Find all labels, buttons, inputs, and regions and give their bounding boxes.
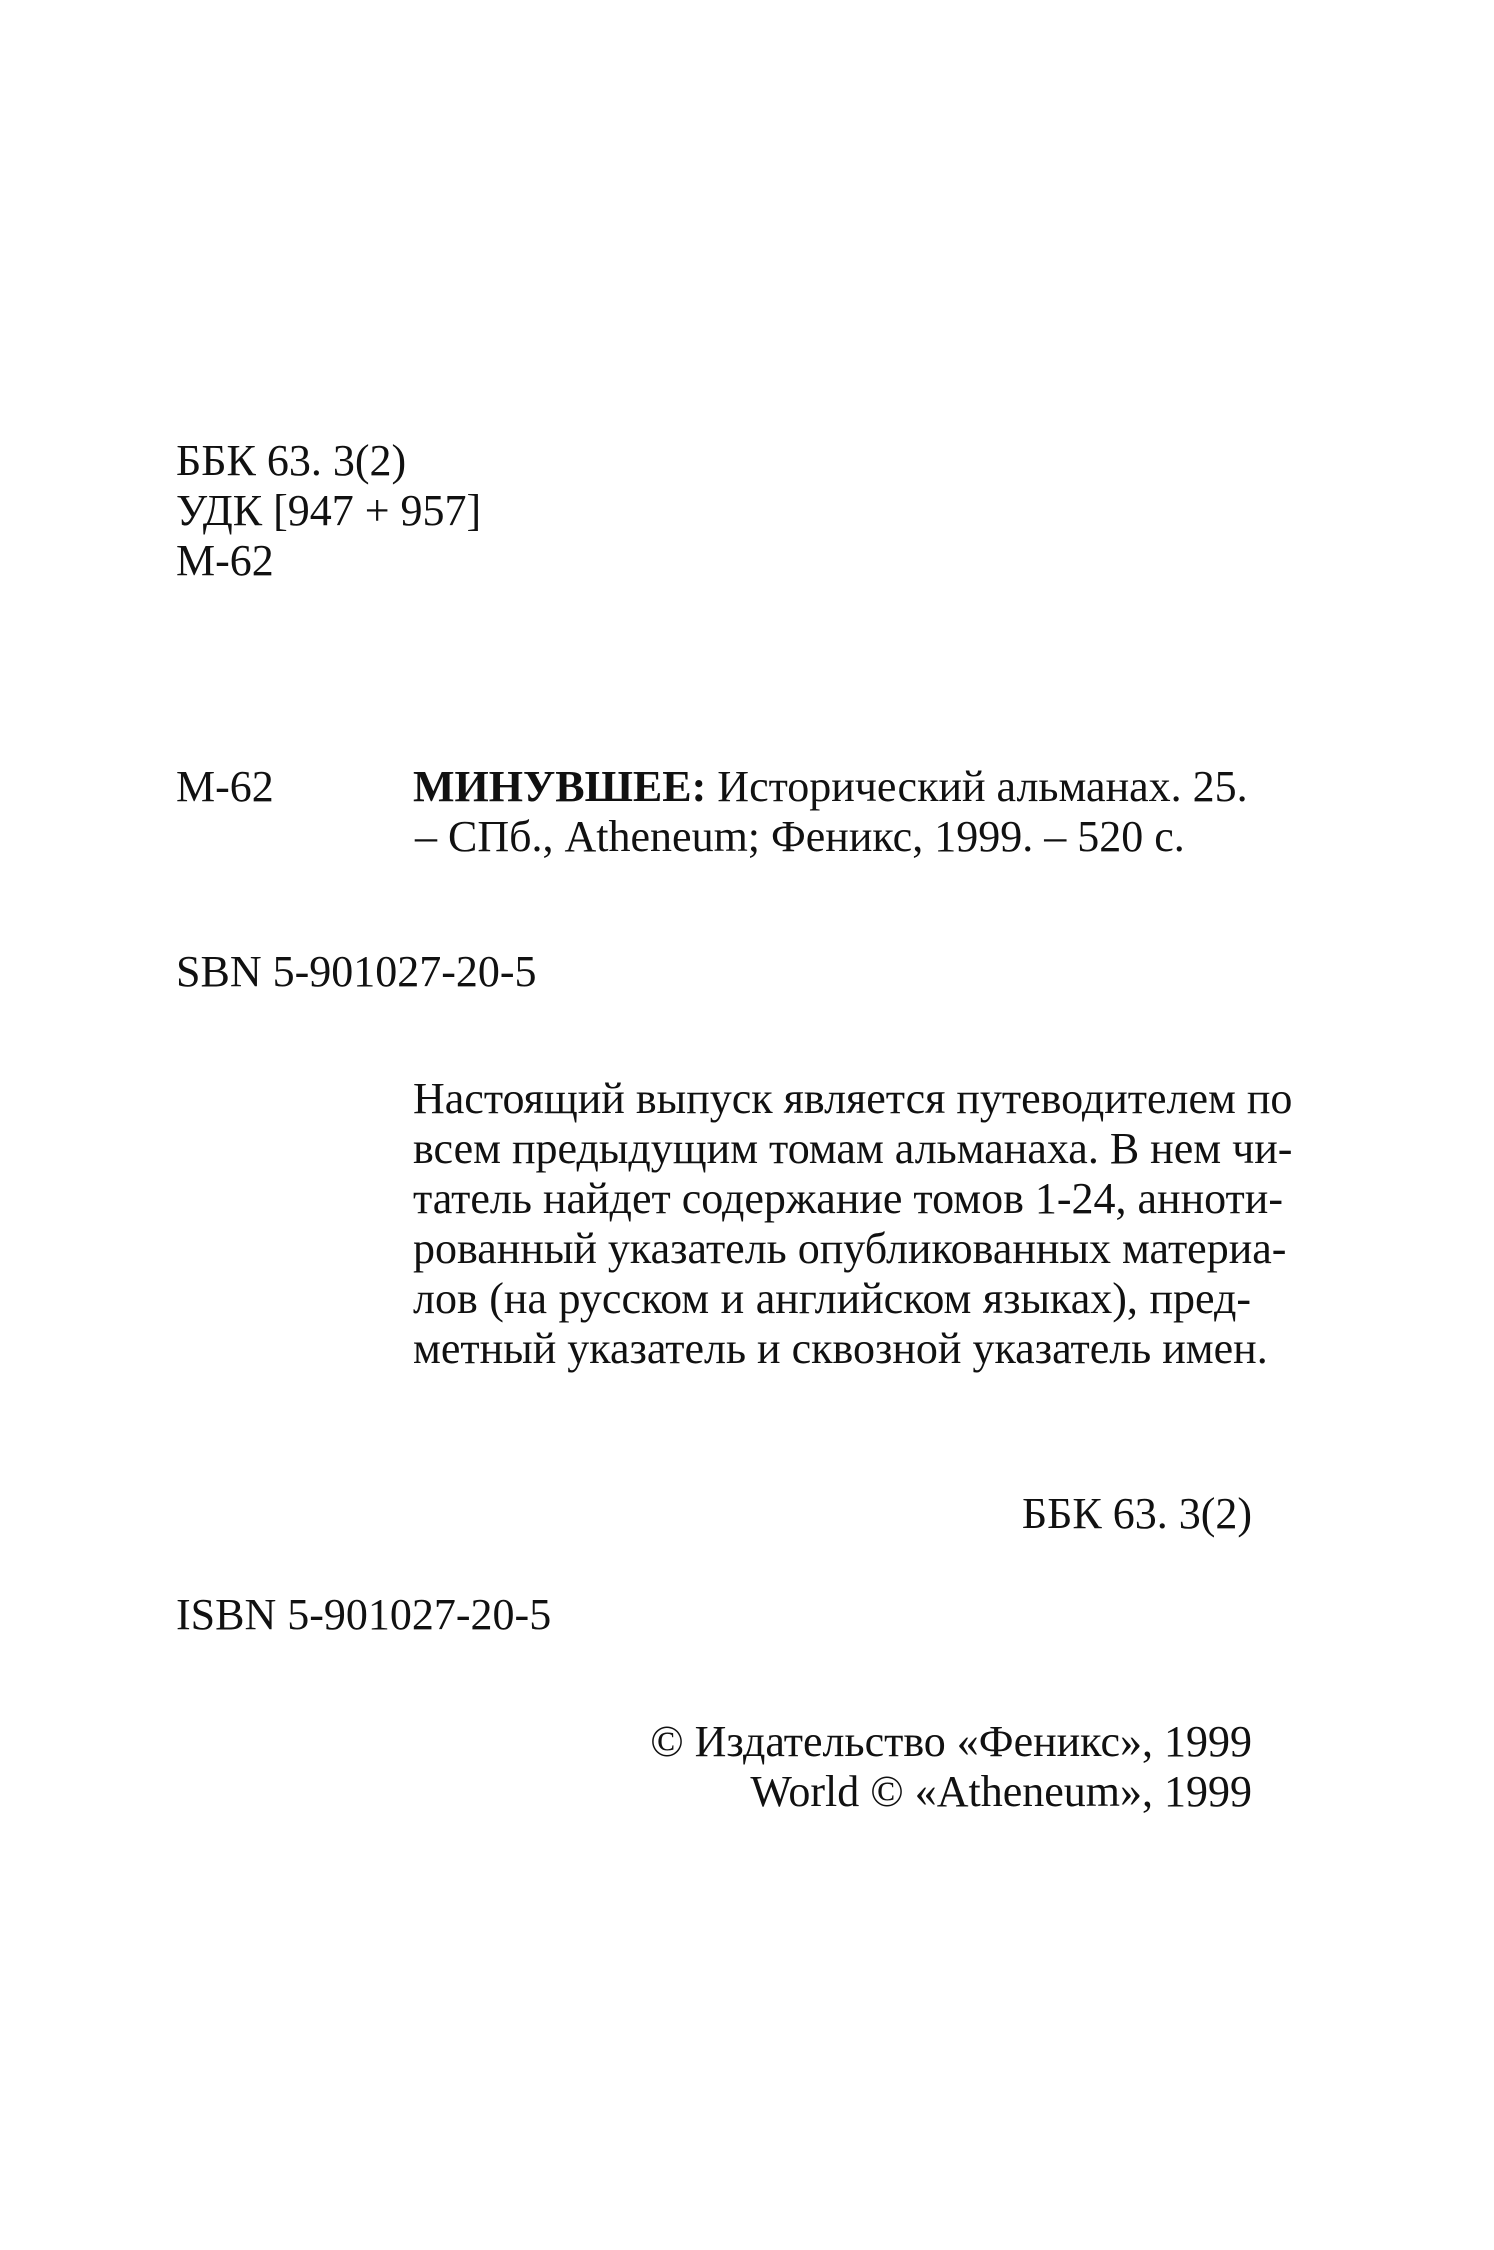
isbn-number: ISBN 5-901027-20-5 (176, 1590, 552, 1639)
copyright-block (650, 1717, 1252, 1817)
catalog-entry (413, 762, 1248, 862)
classification-block (176, 436, 481, 586)
sbn-number: SBN 5-901027-20-5 (176, 947, 537, 996)
annotation-line: метный указатель и сквозной указатель имен. (413, 1324, 1268, 1373)
annotation-line: лов (на русском и английском языках), пред- (413, 1274, 1251, 1323)
annotation-line: рованный указатель опубликованных материа- (413, 1224, 1287, 1273)
annotation-line: Настоящий выпуск является путеводителем по (413, 1074, 1293, 1123)
bbk-code-right: ББК 63. 3(2) (1021, 1489, 1252, 1538)
catalog-code: М-62 (176, 762, 274, 811)
catalog-title-line (413, 762, 1248, 812)
copyright-world: World © «Atheneum», 1999 (750, 1767, 1252, 1816)
annotation-line: всем предыдущим томам альманаха. В нем чи- (413, 1124, 1293, 1173)
udk-code: УДК [947 + 957] (176, 486, 482, 535)
author-mark: М-62 (176, 536, 274, 585)
copyright-publisher: © Издательство «Феникс», 1999 (650, 1717, 1252, 1766)
catalog-subtitle: Исторический альманах. 25. (706, 762, 1248, 811)
catalog-title: МИНУВШЕЕ: (413, 762, 707, 811)
annotation (413, 1074, 1293, 1374)
catalog-imprint: – СПб., Atheneum; Феникс, 1999. – 520 с. (415, 812, 1185, 861)
annotation-line: татель найдет содержание томов 1-24, анноти- (413, 1174, 1283, 1223)
bbk-code: ББК 63. 3(2) (176, 436, 407, 485)
